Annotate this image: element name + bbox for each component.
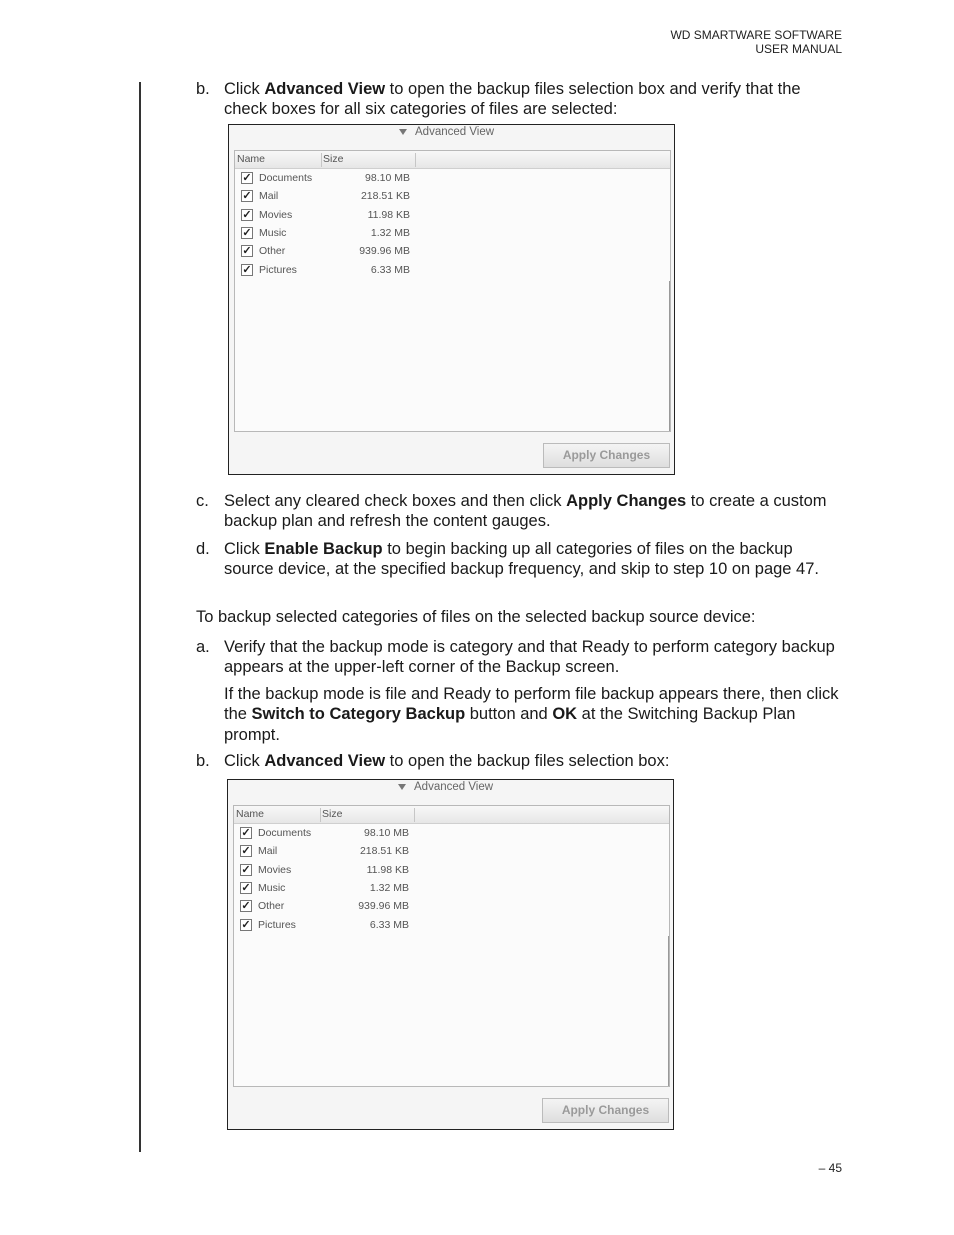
category-name: Documents bbox=[258, 827, 312, 839]
advanced-view-label: Advanced View bbox=[414, 781, 494, 793]
category-name: Movies bbox=[258, 864, 292, 876]
list-item[interactable] bbox=[235, 263, 415, 279]
text-run: to open the backup files selection box and verify that the check boxes for all six categories of files are selected: bbox=[224, 80, 801, 119]
category-size: 11.98 KB bbox=[367, 209, 410, 221]
category-size: 939.96 MB bbox=[359, 245, 410, 257]
bold-run: Switch to Category Backup bbox=[251, 705, 466, 724]
list-item[interactable] bbox=[234, 918, 414, 934]
text-run: to begin backing up all categories of files on the backup source device, at the specified backup frequency, and skip to step 10 on page 47. bbox=[224, 540, 819, 579]
checkbox[interactable]: ✓ bbox=[241, 919, 251, 931]
column-name[interactable]: Name bbox=[237, 153, 322, 167]
checkbox[interactable]: ✓ bbox=[242, 190, 252, 202]
text-run: Select any cleared check boxes and then click bbox=[224, 492, 567, 510]
category-name: Other bbox=[258, 900, 285, 912]
intro-text: To backup selected categories of files on the selected backup source device: bbox=[196, 608, 756, 626]
category-size: 1.32 MB bbox=[369, 882, 409, 894]
list-item[interactable] bbox=[234, 863, 414, 879]
checkbox[interactable]: ✓ bbox=[241, 864, 251, 876]
bold-run: OK bbox=[552, 705, 578, 724]
checkbox[interactable]: ✓ bbox=[242, 227, 252, 239]
column-size[interactable]: Size bbox=[323, 153, 416, 167]
text-run: Click bbox=[224, 80, 265, 98]
advanced-view-toggle[interactable] bbox=[398, 781, 493, 793]
category-size: 11.98 KB bbox=[366, 864, 409, 876]
advanced-view-panel-1 bbox=[228, 124, 675, 475]
category-size: 1.32 MB bbox=[370, 227, 410, 239]
bold-run: Advanced View bbox=[264, 752, 386, 770]
category-name: Other bbox=[259, 245, 286, 257]
text-run: Click bbox=[224, 540, 265, 558]
triangle-down-icon bbox=[399, 129, 407, 135]
category-name: Pictures bbox=[258, 919, 296, 931]
category-size: 6.33 MB bbox=[370, 264, 410, 276]
checkbox[interactable]: ✓ bbox=[242, 245, 252, 257]
checkbox[interactable]: ✓ bbox=[242, 264, 252, 276]
category-name: Mail bbox=[258, 845, 278, 857]
step-marker-d: d. bbox=[196, 540, 210, 558]
category-name: Mail bbox=[259, 190, 279, 202]
category-size: 218.51 KB bbox=[360, 190, 410, 202]
category-name: Music bbox=[258, 882, 286, 894]
category-size: 6.33 MB bbox=[369, 919, 409, 931]
step-c-text bbox=[224, 491, 844, 532]
category-size: 98.10 MB bbox=[364, 827, 409, 839]
checkbox[interactable]: ✓ bbox=[241, 827, 251, 839]
checkbox[interactable]: ✓ bbox=[242, 172, 252, 184]
list-column-header bbox=[235, 151, 670, 169]
category-name: Pictures bbox=[259, 264, 297, 276]
checkbox[interactable]: ✓ bbox=[241, 845, 251, 857]
category-size: 98.10 MB bbox=[365, 172, 410, 184]
list-column-header bbox=[234, 806, 669, 824]
step-a-text: Verify that the backup mode is category and that Ready to perform category backup appears at the upper-left corner of the Backup screen. bbox=[224, 638, 835, 677]
category-size: 218.51 KB bbox=[359, 845, 409, 857]
bold-run: Advanced View bbox=[264, 80, 386, 98]
scrollbar-edge bbox=[668, 936, 669, 1086]
text-run: at the Switching Backup Plan prompt. bbox=[224, 705, 796, 744]
running-header bbox=[670, 28, 842, 56]
page-number: – 45 bbox=[818, 1161, 842, 1175]
list-item[interactable] bbox=[235, 171, 415, 187]
list-item[interactable] bbox=[234, 826, 414, 842]
column-name[interactable]: Name bbox=[236, 808, 321, 822]
step-marker-a: a. bbox=[196, 638, 210, 656]
list-item[interactable] bbox=[235, 208, 415, 224]
triangle-down-icon bbox=[398, 784, 406, 790]
file-category-list bbox=[234, 150, 671, 432]
bold-run: Enable Backup bbox=[264, 540, 383, 558]
advanced-view-label: Advanced View bbox=[415, 126, 495, 138]
category-name: Documents bbox=[259, 172, 313, 184]
checkbox[interactable]: ✓ bbox=[241, 882, 251, 894]
category-name: Music bbox=[259, 227, 287, 239]
category-name: Movies bbox=[259, 209, 293, 221]
step-marker-b: b. bbox=[196, 80, 210, 98]
text-run: button and bbox=[465, 705, 553, 724]
step-marker-c: c. bbox=[196, 492, 209, 510]
file-category-list bbox=[233, 805, 670, 1087]
step-d-text bbox=[224, 539, 844, 580]
list-item[interactable] bbox=[235, 189, 415, 205]
advanced-view-panel-2 bbox=[227, 779, 674, 1130]
change-bar bbox=[139, 82, 141, 1152]
step-b2-text bbox=[224, 751, 844, 771]
scrollbar-edge bbox=[669, 281, 670, 431]
advanced-view-toggle[interactable] bbox=[399, 126, 494, 138]
checkbox[interactable]: ✓ bbox=[242, 209, 252, 221]
text-run: Click bbox=[224, 752, 265, 770]
text-run: to open the backup files selection box: bbox=[385, 752, 670, 770]
step-a-continuation bbox=[224, 684, 844, 745]
list-item[interactable] bbox=[234, 881, 414, 897]
header-line-1: WD SMARTWARE SOFTWARE bbox=[670, 28, 842, 42]
list-item[interactable] bbox=[234, 844, 414, 860]
step-marker-b-2: b. bbox=[196, 752, 210, 770]
bold-run: Apply Changes bbox=[566, 492, 687, 510]
apply-changes-button[interactable]: Apply Changes bbox=[542, 1098, 669, 1123]
text-run: If the backup mode is file and Ready to perform file backup appears there, then click the bbox=[224, 685, 839, 724]
text-run: to create a custom backup plan and refresh the content gauges. bbox=[224, 492, 827, 531]
list-item[interactable] bbox=[235, 226, 415, 242]
category-size: 939.96 MB bbox=[358, 900, 409, 912]
list-item[interactable] bbox=[235, 244, 415, 260]
apply-changes-button[interactable]: Apply Changes bbox=[543, 443, 670, 468]
list-item[interactable] bbox=[234, 899, 414, 915]
checkbox[interactable]: ✓ bbox=[241, 900, 251, 912]
step-b-text bbox=[224, 79, 844, 120]
column-size[interactable]: Size bbox=[322, 808, 415, 822]
header-line-2: USER MANUAL bbox=[755, 42, 842, 56]
